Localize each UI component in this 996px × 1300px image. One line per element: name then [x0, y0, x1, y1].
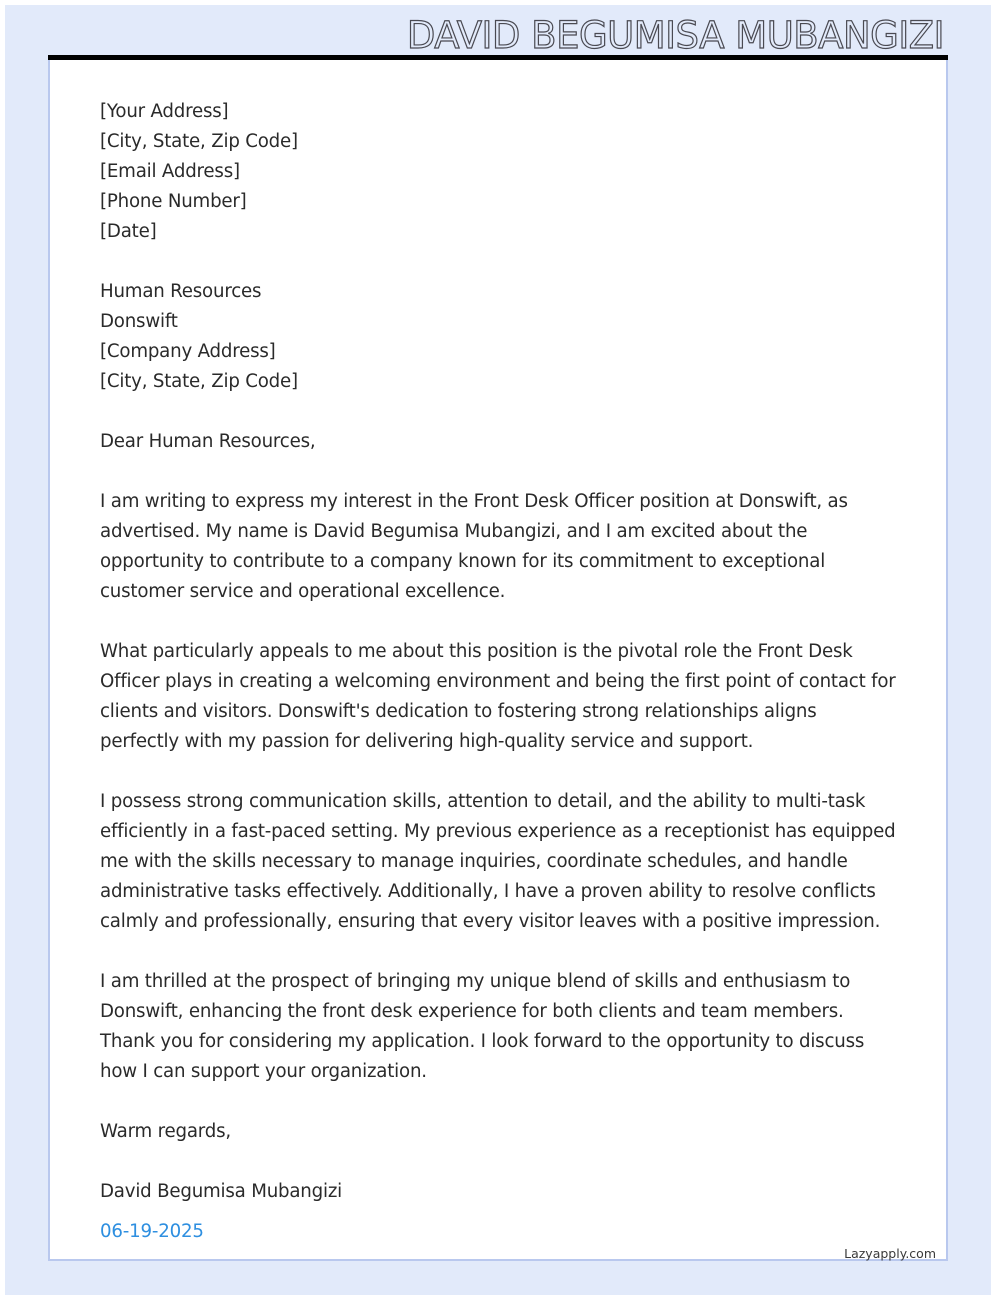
paragraph	[100, 487, 900, 607]
paragraph-line: perfectly with my passion for delivering high-quality service and support.	[100, 731, 754, 752]
paragraph	[100, 637, 900, 757]
paragraph-line: I possess strong communication skills, attention to detail, and the ability to multi-task	[100, 791, 866, 812]
sender-block	[100, 97, 900, 247]
paragraph	[100, 967, 900, 1087]
recipient-block	[100, 277, 900, 397]
paragraph-line: I am writing to express my interest in the Front Desk Officer position at Donswift, as	[100, 491, 848, 512]
paragraph-line: advertised. My name is David Begumisa Mubangizi, and I am excited about the	[100, 521, 808, 542]
paragraph-line: Officer plays in creating a welcoming environment and being the first point of contact for	[100, 671, 896, 692]
closing: Warm regards,	[100, 1121, 231, 1142]
paragraph-line: customer service and operational excellence.	[100, 581, 506, 602]
recipient-company: Donswift	[100, 311, 178, 332]
recipient-address: [Company Address]	[100, 341, 276, 362]
paragraph-line: me with the skills necessary to manage inquiries, coordinate schedules, and handle	[100, 851, 848, 872]
footer-watermark: Lazyapply.com	[844, 1246, 936, 1261]
salutation: Dear Human Resources,	[100, 431, 316, 452]
paragraph-line: efficiently in a fast-paced setting. My previous experience as a receptionist has equipped	[100, 821, 896, 842]
paragraph-line: how I can support your organization.	[100, 1061, 427, 1082]
paragraph-line: Thank you for considering my application. I look forward to the opportunity to discuss	[100, 1031, 865, 1052]
paragraph-line: administrative tasks effectively. Additionally, I have a proven ability to resolve conflicts	[100, 881, 876, 902]
paragraph-line: calmly and professionally, ensuring that every visitor leaves with a positive impression.	[100, 911, 881, 932]
signature: David Begumisa Mubangizi	[100, 1181, 343, 1202]
sender-email: [Email Address]	[100, 161, 240, 182]
paragraph-line: clients and visitors. Donswift's dedication to fostering strong relationships aligns	[100, 701, 817, 722]
recipient-city-state-zip: [City, State, Zip Code]	[100, 371, 298, 392]
paragraph-line: What particularly appeals to me about this position is the pivotal role the Front Desk	[100, 641, 853, 662]
sender-city-state-zip: [City, State, Zip Code]	[100, 131, 298, 152]
applicant-name-heading: DAVID BEGUMISA MUBANGIZI	[406, 14, 944, 57]
letter-body	[100, 97, 900, 1247]
paragraph-line: Donswift, enhancing the front desk experience for both clients and team members.	[100, 1001, 844, 1022]
paragraph-line: opportunity to contribute to a company known for its commitment to exceptional	[100, 551, 826, 572]
paragraph-line: I am thrilled at the prospect of bringing my unique blend of skills and enthusiasm to	[100, 971, 851, 992]
recipient-department: Human Resources	[100, 281, 262, 302]
signed-date: 06-19-2025	[100, 1221, 204, 1242]
sender-phone: [Phone Number]	[100, 191, 247, 212]
paragraph	[100, 787, 900, 937]
sender-date: [Date]	[100, 221, 157, 242]
sender-address: [Your Address]	[100, 101, 229, 122]
